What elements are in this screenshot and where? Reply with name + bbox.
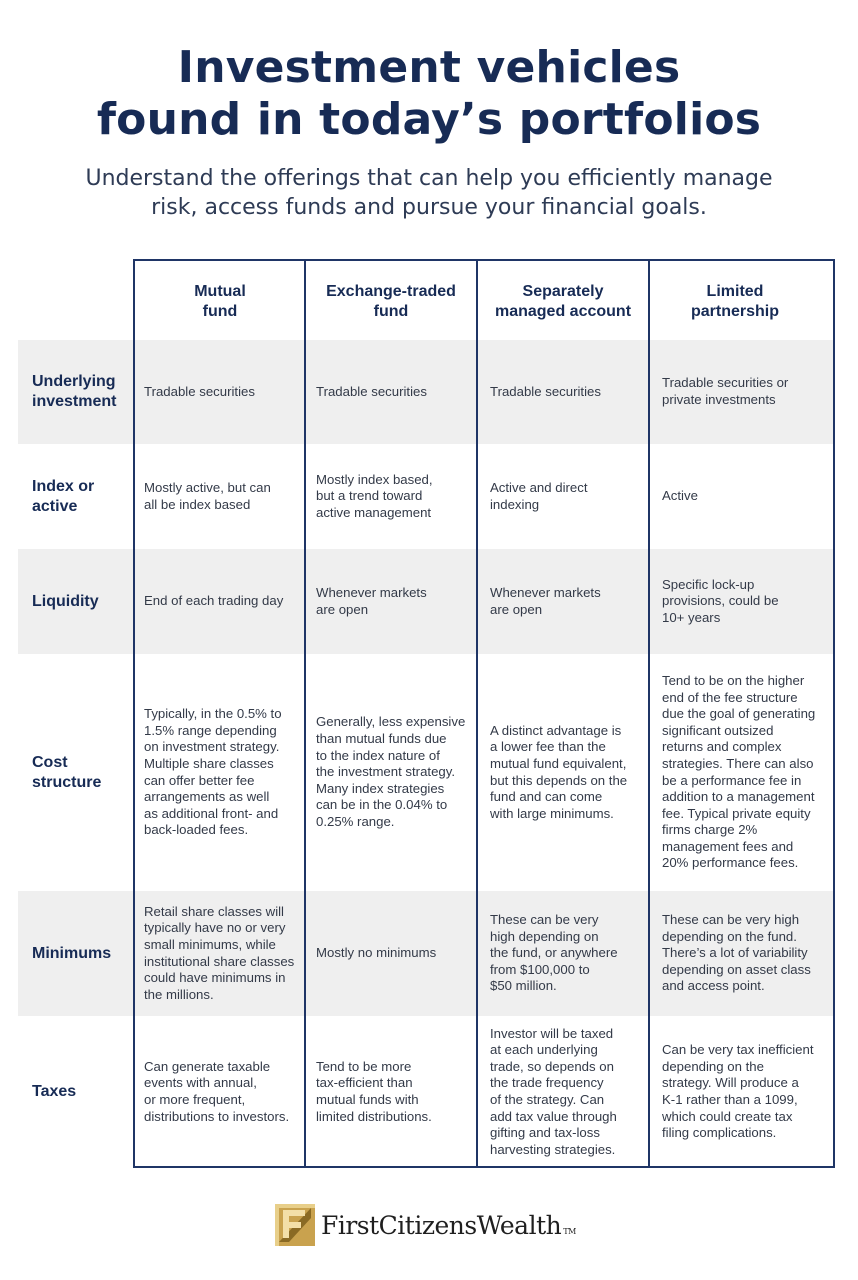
cell-text [316,472,433,522]
cell-text-line: Whenever markets [490,584,601,600]
row-label-line: Taxes [32,1083,77,1100]
cell-text-line: addition to a management [662,789,815,805]
cell-text [662,577,779,627]
cell-minimums-lp [662,891,830,1016]
cell-minimums-sma [490,891,658,1016]
row-label-line: investment [32,393,117,410]
cell-text-line: 10+ years [662,609,721,625]
column-header-line: managed account [494,303,632,320]
logo-wordmark: FirstCitizensWealth [321,1210,562,1240]
subtitle-line-1: Understand the offerings that can help you efficiently manage [85,166,773,191]
cell-text-line: from $100,000 to [490,961,590,977]
cell-text-line: with large minimums. [490,805,614,821]
cell-text-line: K-1 rather than a 1099, [662,1092,798,1107]
cell-text-line: high depending on [490,928,599,944]
logo-trademark: TM [563,1226,576,1236]
cell-text-line: Tend to be on the higher [662,672,805,688]
cell-text [490,585,601,618]
cell-text-line: or more frequent, [144,1092,246,1107]
cell-text-line: Tradable securities [144,383,255,399]
cell-text-line: typically have no or very [144,920,286,936]
cell-text-line: to the index nature of [316,747,440,763]
cell-text-line: are open [490,601,543,617]
cell-text [144,904,294,1004]
cell-text-line: distributions to investors. [144,1108,290,1124]
cell-text-line: Tradable securities [490,383,601,399]
cell-text [316,384,427,401]
column-header-line: fund [202,303,238,320]
cell-text-line: Mostly active, but can [144,479,271,495]
cell-text [662,1042,814,1142]
cell-text-line: the millions. [144,986,214,1002]
cell-cost-etf [316,654,484,891]
cell-text-line: but this depends on the [490,772,628,788]
cell-text-line: Multiple share classes [144,755,274,771]
cell-text-line: arrangements as well [144,789,270,805]
cell-text [316,585,427,618]
cell-text-line: Many index strategies [316,780,445,796]
cell-minimums-etf [316,891,484,1016]
cell-taxes-etf [316,1016,484,1168]
row-label-underlying-investment [32,340,132,444]
cell-cost-mutual-fund [144,654,312,891]
cell-liquidity-etf [316,549,484,654]
cell-text-line: Active and direct [490,479,588,495]
cell-text-line: be a performance fee in [662,772,802,788]
cell-text-line: firms charge 2% [662,822,758,838]
cell-text-line: management fees and [662,838,794,854]
cell-text-line: Mostly index based, [316,471,433,487]
cell-text-line: strategy. Will produce a [662,1075,799,1091]
cell-text-line: 1.5% range depending [144,722,277,738]
cell-underlying-etf [316,340,484,444]
cell-text-line: due the goal of generating [662,706,816,722]
column-header-mutual-fund [134,282,306,322]
cell-text-line: all be index based [144,496,251,512]
cell-text-line: provisions, could be [662,593,779,609]
column-header-limited-partnership [649,282,821,322]
cell-text-line: trade, so depends on [490,1058,614,1074]
cell-text-line: These can be very high [662,912,800,928]
cell-text [316,1059,432,1125]
column-header-line: Exchange-traded [326,283,456,300]
cell-text-line: can be in the 0.04% to [316,797,448,813]
cell-underlying-mutual-fund [144,340,312,444]
cell-text-line: Tradable securities [316,383,427,399]
cell-text-line: fee. Typical private equity [662,805,811,821]
cell-text-line: Can be very tax inefficient [662,1042,814,1058]
first-citizens-logo-icon [275,1204,315,1246]
cell-text-line: active management [316,504,432,520]
cell-taxes-sma [490,1016,658,1168]
cell-text [490,384,601,401]
cell-text-line: back-loaded fees. [144,822,249,838]
cell-liquidity-sma [490,549,658,654]
cell-taxes-mutual-fund [144,1016,312,1168]
cell-text-line: Mostly no minimums [316,945,437,961]
cell-text [144,480,271,513]
cell-text-line: mutual fund equivalent, [490,755,627,771]
cell-text-line: of the strategy. Can [490,1092,605,1107]
cell-text-line: Investor will be taxed [490,1025,614,1041]
cell-text-line: 20% performance fees. [662,855,799,871]
row-label-taxes [32,1016,132,1168]
cell-text-line: tax-efficient than [316,1075,413,1091]
row-label-line: Liquidity [32,592,99,610]
cell-text [144,706,282,839]
cell-text-line: returns and complex [662,739,782,755]
cell-text-line: depending on asset class [662,961,811,977]
cell-text-line: Whenever markets [316,584,427,600]
cell-text-line: at each underlying [490,1042,598,1058]
column-header-line: fund [373,303,409,320]
cell-text [490,912,618,995]
cell-text-line: End of each trading day [144,593,284,609]
cell-underlying-lp [662,340,830,444]
cell-text-line: strategies. There can also [662,755,814,771]
row-label-line: Minimums [32,944,112,962]
cell-text [490,1026,617,1159]
cell-text-line: Can generate taxable [144,1058,271,1074]
cell-text-line: significant outsized [662,722,774,738]
cell-taxes-lp [662,1016,830,1168]
cell-text-line: small minimums, while [144,936,276,952]
cell-text-line: mutual funds with [316,1092,419,1107]
cell-text [316,714,465,830]
cell-text [662,488,698,505]
cell-text-line: indexing [490,496,540,512]
cell-text [144,1059,289,1125]
cell-text-line: filing complications. [662,1125,777,1141]
cell-text-line: $50 million. [490,978,557,994]
cell-index-mutual-fund [144,444,312,549]
cell-text-line: limited distributions. [316,1108,432,1124]
cell-text-line: the investment strategy. [316,764,456,780]
cell-text [662,375,788,408]
cell-text-line: end of the fee structure [662,689,798,705]
cell-text [144,384,255,401]
cell-text-line: Generally, less expensive [316,714,466,730]
row-label-minimums [32,891,132,1016]
row-label-line: Cost [32,753,68,771]
cell-index-sma [490,444,658,549]
cell-text-line: the fund, or anywhere [490,945,618,961]
first-citizens-wealth-logo [275,1203,595,1247]
row-label-cost-structure [32,654,132,891]
cell-text [490,480,588,513]
cell-text-line: can offer better fee [144,772,255,788]
cell-text-line: could have minimums in [144,970,286,986]
cell-liquidity-lp [662,549,830,654]
page-subtitle [0,164,858,222]
cell-text-line: private investments [662,392,776,407]
cell-cost-sma [490,654,658,891]
subtitle-line-2: risk, access funds and pursue your financial goals. [151,195,707,220]
cell-text-line: on investment strategy. [144,739,280,755]
cell-index-lp [662,444,830,549]
column-header-line: partnership [690,303,779,320]
cell-text-line: depending on the [662,1058,764,1074]
cell-text-line: harvesting strategies. [490,1141,616,1157]
cell-text [662,673,815,872]
cell-text [662,912,811,995]
cell-text-line: There’s a lot of variability [662,945,808,961]
cell-text-line: Specific lock-up [662,576,755,592]
column-header-line: Separately [522,283,604,300]
cell-text-line: 0.25% range. [316,813,395,829]
cell-minimums-mutual-fund [144,891,312,1016]
page-title [0,42,858,146]
cell-text-line: the trade frequency [490,1075,604,1091]
cell-text-line: than mutual funds due [316,731,447,747]
cell-text [316,945,436,962]
cell-text-line: and access point. [662,978,765,994]
cell-text-line: events with annual, [144,1075,257,1091]
row-label-line: Underlying [32,373,116,390]
title-line-1: Investment vehicles [177,42,681,93]
cell-text-line: are open [316,601,369,617]
cell-text-line: Retail share classes will [144,903,284,919]
cell-text [144,593,283,610]
cell-text-line: but a trend toward [316,488,423,504]
row-label-liquidity [32,549,132,654]
cell-text-line: institutional share classes [144,953,295,969]
cell-text-line: A distinct advantage is [490,722,622,738]
row-label-line: Index or [32,477,95,495]
column-header-line: Limited [706,283,764,300]
cell-text-line: Tradable securities or [662,375,789,391]
cell-text-line: gifting and tax-loss [490,1125,600,1141]
cell-liquidity-mutual-fund [144,549,312,654]
cell-underlying-sma [490,340,658,444]
row-label-line: structure [32,773,102,791]
row-label-index-or-active [32,444,132,549]
cell-text-line: depending on the fund. [662,928,797,944]
cell-cost-lp [662,654,830,891]
column-header-line: Mutual [194,283,246,300]
column-header-sma [477,282,649,322]
cell-index-etf [316,444,484,549]
column-header-etf [305,282,477,322]
cell-text-line: a lower fee than the [490,739,606,755]
cell-text-line: Typically, in the 0.5% to [144,706,282,722]
cell-text-line: fund and can come [490,789,603,805]
cell-text [490,723,627,823]
cell-text-line: These can be very [490,912,599,928]
cell-text-line: Tend to be more [316,1058,412,1074]
title-line-2: found in today’s portfolios [96,94,762,145]
row-label-line: active [32,497,78,515]
cell-text-line: Active [662,488,698,504]
cell-text-line: add tax value through [490,1108,617,1124]
cell-text-line: as additional front- and [144,805,279,821]
cell-text-line: which could create tax [662,1108,793,1124]
